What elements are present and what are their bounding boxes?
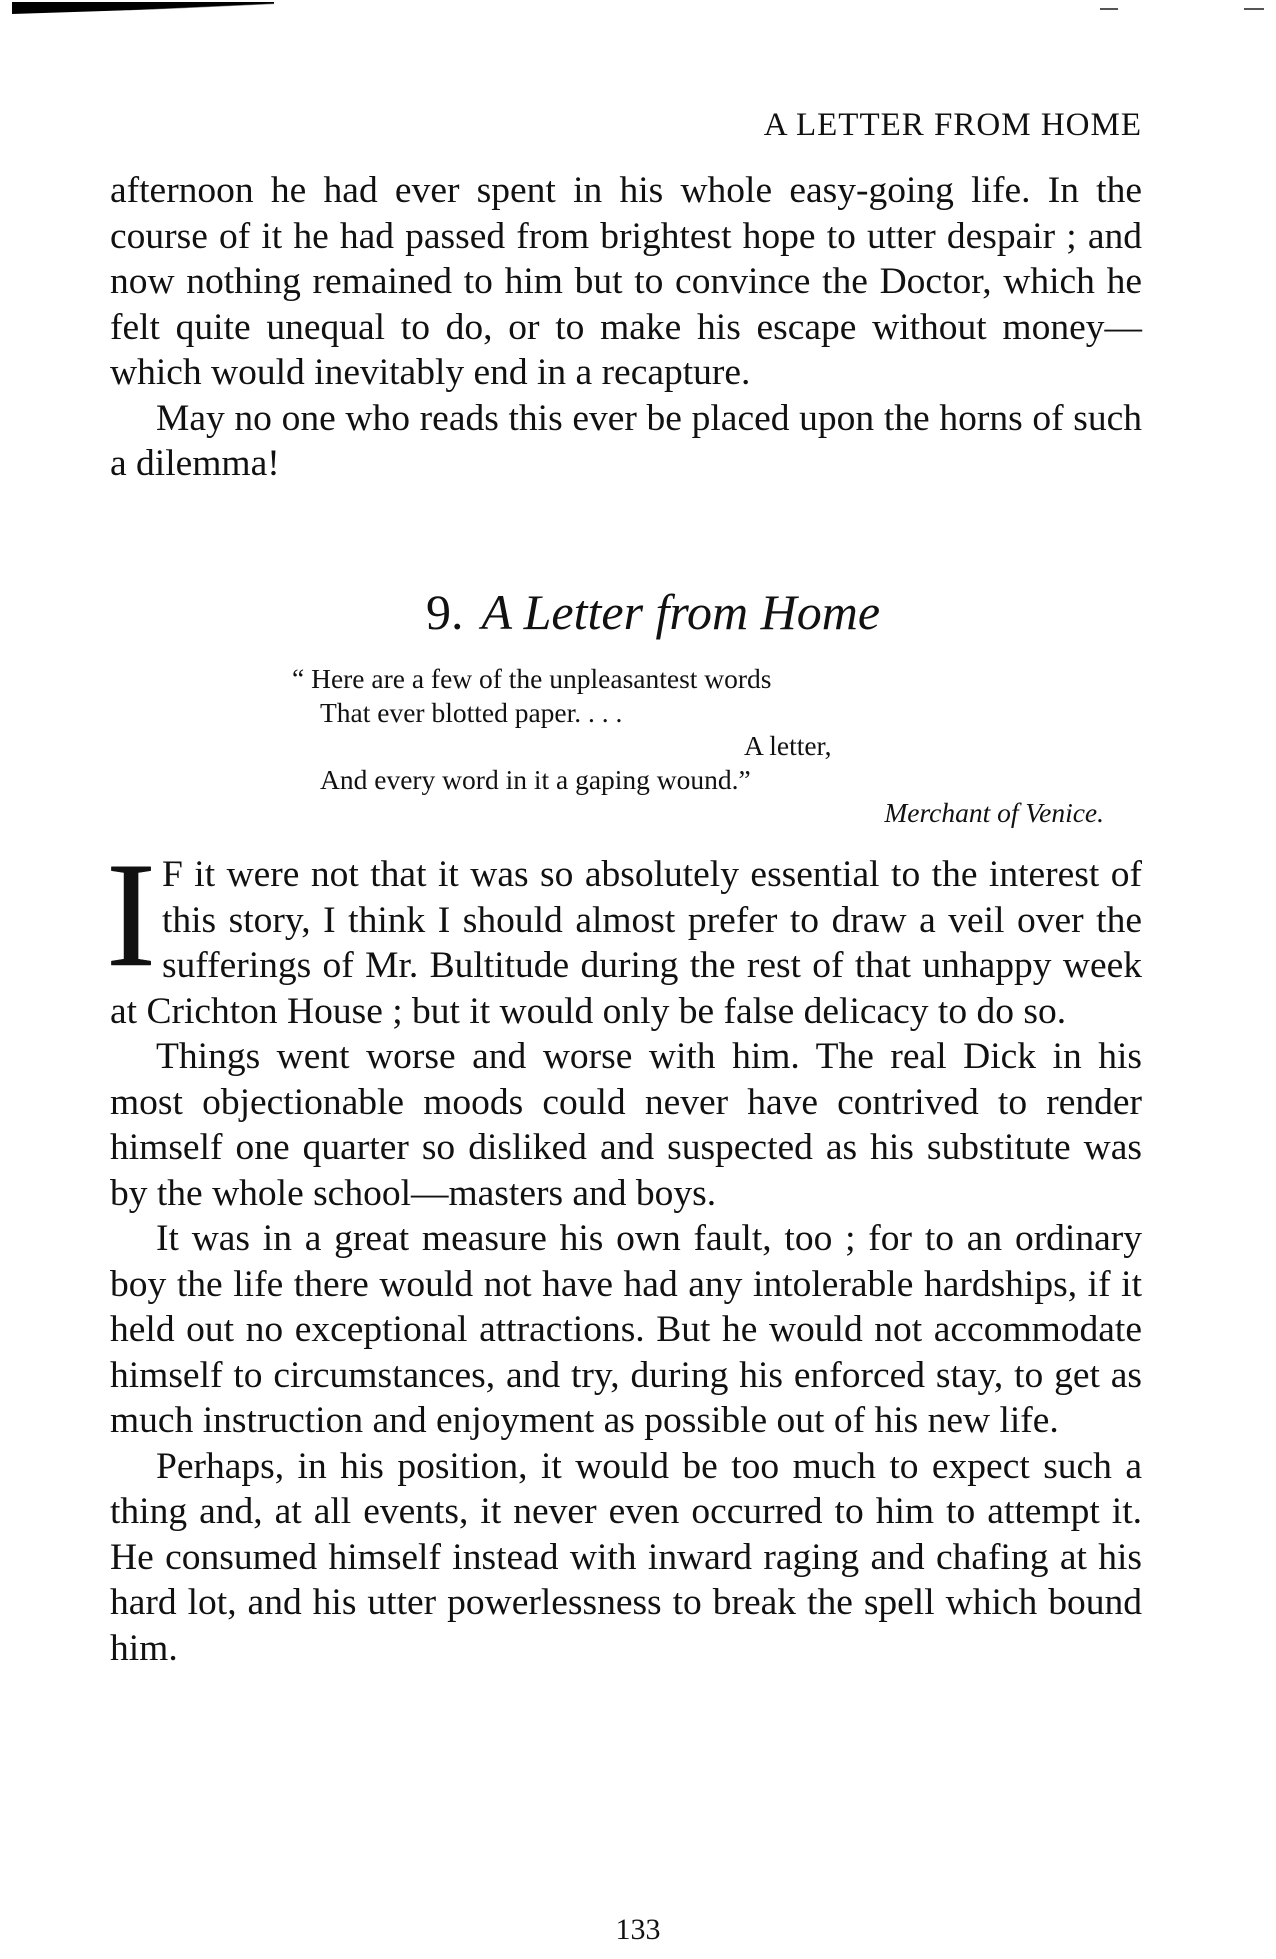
running-head: A LETTER FROM HOME: [763, 107, 1142, 143]
paragraph: afternoon he had ever spent in his whole easy-going life. In the course of it he had passed from brightest hope to utter despair ; and now nothing remained to him but to convince the Doctor, which he felt quite unequal to do, or to make his escape without money—which would inevitably end in a recapture.: [110, 170, 1142, 393]
paragraph: Things went worse and worse with him. The real Dick in his most objectionable moods could never have contrived to render himself one quarter so disliked and suspected as his substitute was by the whole school—masters and boys.: [110, 1036, 1142, 1214]
paragraph: Perhaps, in his position, it would be too much to expect such a thing and, at all events, it never even occurred to him to attempt it. He consumed himself instead with inward raging and chafing at his hard lot, and his utter powerlessness to break the spell which bound him.: [110, 1445, 1142, 1669]
scan-edge-mark: [12, 2, 274, 14]
epigraph-attribution: Merchant of Venice.: [884, 797, 1104, 828]
chapter-number: 9.: [425, 584, 464, 640]
chapter-body: [106, 832, 1142, 1671]
paragraph: It was in a great measure his own fault, too ; for to an ordinary boy the life there would not have had any intolerable hardships, if it held out no exceptional attractions. But he would not accommodate himself to circumstances, and try, during his enforced stay, to get as much instruction and enjoyment as possible out of his new life.: [110, 1218, 1142, 1441]
epigraph-line: A letter,: [744, 730, 832, 761]
page-number: 133: [615, 1913, 661, 1946]
chapter-heading: [0, 582, 1276, 642]
epigraph: [292, 662, 1112, 830]
opening-paragraph: [106, 832, 1142, 1034]
opening-paragraph-text: F it were not that it was so absolutely essential to the interest of this story, I think I should almost prefer to draw a veil over the sufferings of Mr. Bultitude during the rest of that unhappy week at Crichton House ; but it would only be false delicacy to do so.: [110, 854, 1142, 1032]
continuation-text: [110, 168, 1142, 487]
epigraph-line: “ Here are a few of the unpleasantest words: [292, 663, 772, 694]
paragraph: May no one who reads this ever be placed upon the horns of such a dilemma!: [110, 397, 1142, 484]
epigraph-line: And every word in it a gaping wound.”: [320, 763, 751, 795]
drop-cap: I: [106, 832, 156, 998]
scan-speck: [1100, 8, 1118, 10]
chapter-title: A Letter from Home: [481, 584, 881, 640]
epigraph-line: That ever blotted paper. . . .: [320, 696, 623, 728]
scan-speck: [1244, 8, 1264, 10]
